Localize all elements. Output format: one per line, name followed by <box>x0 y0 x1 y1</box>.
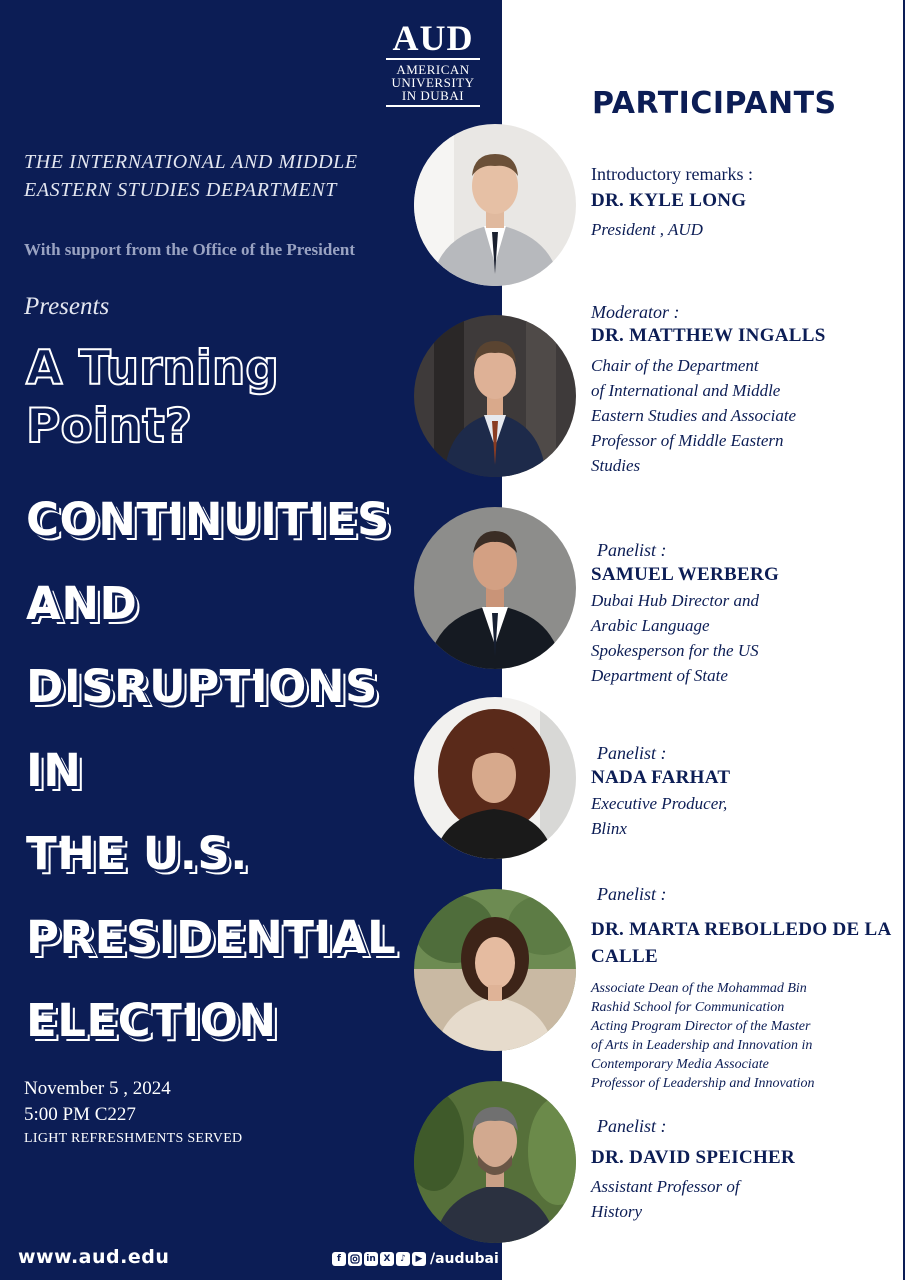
participant-name: DR. DAVID SPEICHER <box>591 1147 796 1168</box>
participant-photo <box>414 315 576 477</box>
participant-name: DR. MATTHEW INGALLS <box>591 325 826 346</box>
event-date: November 5 , 2024 <box>24 1078 171 1099</box>
department-name: THE INTERNATIONAL AND MIDDLE EASTERN STUDIES DEPARTMENT <box>24 151 358 201</box>
participant-name: NADA FARHAT <box>591 767 731 788</box>
participant-name: DR. MARTA REBOLLEDO DE LA CALLE <box>591 919 891 967</box>
support-line: With support from the Office of the President <box>24 240 355 259</box>
participant-description: Dubai Hub Director and Arabic Language Spokesperson for the US Department of State <box>591 591 759 685</box>
participant-role: Introductory remarks : <box>591 164 753 184</box>
participant-role: Panelist : <box>597 540 667 560</box>
instagram-icon[interactable] <box>348 1252 362 1266</box>
x-icon[interactable]: X <box>380 1252 394 1266</box>
title-line: THE U.S. <box>26 827 248 880</box>
participant-name: SAMUEL WERBERG <box>591 564 780 585</box>
linkedin-icon[interactable]: in <box>364 1252 378 1266</box>
tiktok-icon[interactable]: ♪ <box>396 1252 410 1266</box>
logo-line-2: UNIVERSITY <box>391 75 475 90</box>
social-links <box>332 1251 499 1267</box>
participant-photo <box>414 124 576 286</box>
title-line: AND <box>26 576 138 630</box>
participant-photo <box>414 889 576 1051</box>
participant-role: Moderator : <box>591 302 680 322</box>
youtube-icon[interactable]: ▶ <box>412 1252 426 1266</box>
event-time-location: 5:00 PM C227 <box>24 1104 136 1125</box>
title-line: ELECTION <box>26 994 277 1047</box>
participant-description: Assistant Professor of History <box>591 1177 740 1221</box>
title-line: CONTINUITIES <box>26 493 390 546</box>
participant-description: Chair of the Department of International and Middle Eastern Studies and Associate Professor of Middle Eastern Studies <box>591 356 797 475</box>
event-subtitle <box>26 340 386 456</box>
refreshments-note: LIGHT REFRESHMENTS SERVED <box>24 1131 243 1146</box>
participant-photo <box>414 697 576 859</box>
title-line: DISRUPTIONS <box>26 660 378 713</box>
participant-name: DR. KYLE LONG <box>591 190 747 211</box>
event-info <box>24 1076 242 1150</box>
presents-label: Presents <box>24 293 110 320</box>
participant-description: President , AUD <box>591 220 703 239</box>
participant-role: Panelist : <box>597 743 667 763</box>
participant-description: Executive Producer, Blinx <box>591 794 728 838</box>
logo-line-1: AMERICAN <box>396 62 470 77</box>
facebook-icon[interactable]: f <box>332 1252 346 1266</box>
participant-description: Associate Dean of the Mohammad Bin Rashid School for Communication Acting Program Director of the Master of Arts in Leadership and Innovation in Contemporary Media Associate Professor of Leadership and Innovation <box>591 981 815 1091</box>
participant-photo <box>414 507 576 669</box>
subtitle-line: Point? <box>26 399 193 454</box>
participant-photo <box>414 1081 576 1243</box>
social-handle[interactable]: /audubai <box>430 1251 499 1267</box>
logo-divider-bottom <box>386 105 480 107</box>
title-line: PRESIDENTIAL <box>26 910 397 964</box>
participant-role: Panelist : <box>597 1116 667 1136</box>
logo-line-3: IN DUBAI <box>401 88 465 103</box>
logo-mark: AUD <box>392 18 474 58</box>
participants-heading: PARTICIPANTS <box>592 86 837 121</box>
subtitle-line: A Turning <box>26 341 279 396</box>
title-line: IN <box>26 743 82 797</box>
website-link[interactable]: www.aud.edu <box>18 1246 170 1268</box>
aud-logo <box>384 20 482 107</box>
logo-divider <box>386 58 480 60</box>
participant-role: Panelist : <box>597 884 667 904</box>
